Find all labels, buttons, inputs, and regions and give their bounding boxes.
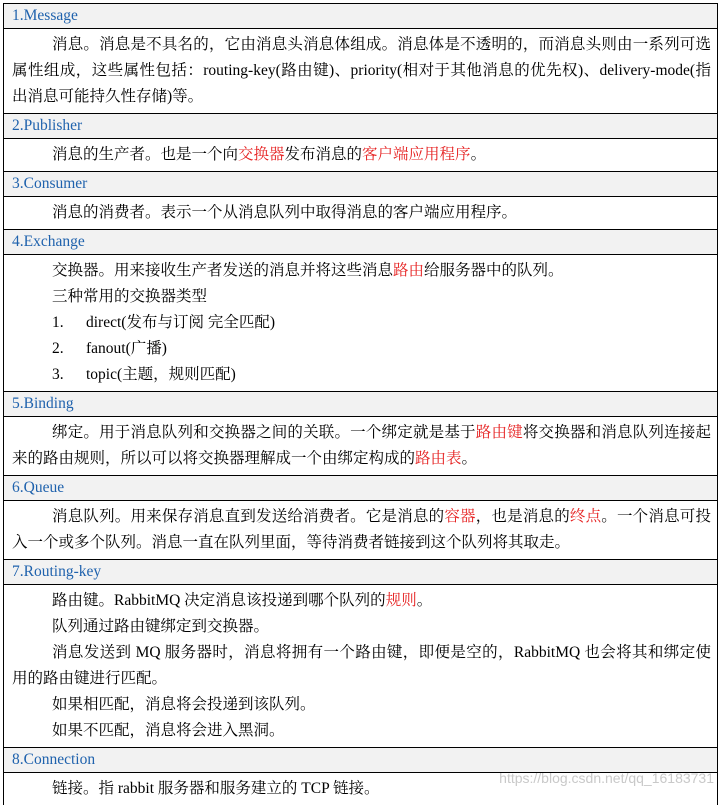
queue-text-b: ，也是消息的 [475, 508, 570, 525]
section-body-queue [4, 501, 717, 560]
routing-key-text-a: 路由键。RabbitMQ 决定消息该投递到哪个队列的 [52, 592, 386, 609]
consumer-paragraph: 消息的消费者。表示一个从消息队列中取得消息的客户端应用程序。 [52, 204, 518, 221]
watermark: https://blog.csdn.net/qq_16183731 [499, 770, 714, 786]
publisher-paragraph [12, 142, 711, 168]
routing-key-text-b: 。 [416, 592, 433, 609]
document-table [3, 3, 718, 805]
section-header-exchange: 4.Exchange [4, 230, 717, 255]
exchange-text-b: 给服务器中的队列。 [424, 262, 564, 279]
message-paragraph: 消息。消息是不具名的，它由消息头消息体组成。消息体是不透明的，而消息头则由一系列可选属性组成，这些属性包括：routing-key(路由键)、priority(相对于其他消息的优先权)、delivery-mode(指出消息可能持久性存储)等。 [12, 36, 711, 105]
queue-text-a: 消息队列。用来保存消息直到发送给消费者。它是消息的 [52, 508, 445, 525]
section-header-consumer: 3.Consumer [4, 172, 717, 197]
exchange-highlight-route: 路由 [393, 262, 425, 279]
routing-key-paragraph-4: 如果相匹配，消息将会投递到该队列。 [52, 696, 316, 713]
publisher-text-a: 消息的生产者。也是一个向 [52, 146, 239, 163]
section-body-exchange [4, 255, 717, 392]
exchange-type-item [12, 336, 711, 362]
exchange-type-number: 3. [52, 366, 64, 383]
exchange-type-number: 1. [52, 314, 64, 331]
publisher-highlight-exchange: 交换器 [238, 146, 285, 163]
exchange-type-number: 2. [52, 340, 64, 357]
queue-text-c: 。一个消息可投入一个或多个队列。消息一直在队列里面，等待消费者链接到这个队列将其取走。 [12, 508, 711, 551]
exchange-type-text: topic(主题，规则匹配) [86, 366, 236, 383]
exchange-types-title: 三种常用的交换器类型 [52, 288, 208, 305]
section-header-publisher: 2.Publisher [4, 114, 717, 139]
exchange-type-text: fanout(广播) [86, 340, 167, 357]
section-body-publisher [4, 139, 717, 172]
section-body-binding [4, 417, 717, 476]
routing-key-paragraph-1 [12, 588, 711, 614]
section-header-binding: 5.Binding [4, 392, 717, 417]
connection-paragraph: 链接。指 rabbit 服务器和服务建立的 TCP 链接。 [52, 780, 380, 797]
binding-highlight-routing-key: 路由键 [475, 424, 523, 441]
section-body-consumer [4, 197, 717, 230]
section-header-message: 1.Message [4, 4, 717, 29]
queue-highlight-endpoint: 终点 [569, 508, 602, 525]
publisher-text-b: 发布消息的 [284, 146, 363, 163]
routing-key-paragraph-3: 消息发送到 MQ 服务器时，消息将拥有一个路由键，即便是空的，RabbitMQ 也会将其和绑定使用的路由键进行匹配。 [12, 644, 711, 687]
exchange-type-item [12, 310, 711, 336]
binding-text-a: 绑定。用于消息队列和交换器之间的关联。一个绑定就是基于 [52, 424, 476, 441]
queue-paragraph [12, 504, 711, 556]
binding-text-b: 将交换器和消息队列连接起来的路由规则，所以可以将交换器理解成一个由绑定构成的 [12, 424, 711, 467]
exchange-type-item [12, 362, 711, 388]
routing-key-highlight-rule: 规则 [385, 592, 417, 609]
section-body-message [4, 29, 717, 114]
section-header-queue: 6.Queue [4, 476, 717, 501]
section-body-routing-key [4, 585, 717, 748]
exchange-paragraph [12, 258, 711, 284]
routing-key-paragraph-2: 队列通过路由键绑定到交换器。 [52, 618, 270, 635]
exchange-type-text: direct(发布与订阅 完全匹配) [86, 314, 275, 331]
publisher-text-c: 。 [470, 146, 487, 163]
exchange-text-a: 交换器。用来接收生产者发送的消息并将这些消息 [52, 262, 394, 279]
binding-highlight-routing-table: 路由表 [415, 450, 462, 467]
binding-paragraph [12, 420, 711, 472]
section-header-connection: 8.Connection [4, 748, 717, 773]
section-header-routing-key: 7.Routing-key [4, 560, 717, 585]
publisher-highlight-client-app: 客户端应用程序 [362, 146, 471, 163]
queue-highlight-container: 容器 [444, 508, 476, 525]
binding-text-c: 。 [461, 450, 478, 467]
routing-key-paragraph-5: 如果不匹配，消息将会进入黑洞。 [52, 722, 285, 739]
